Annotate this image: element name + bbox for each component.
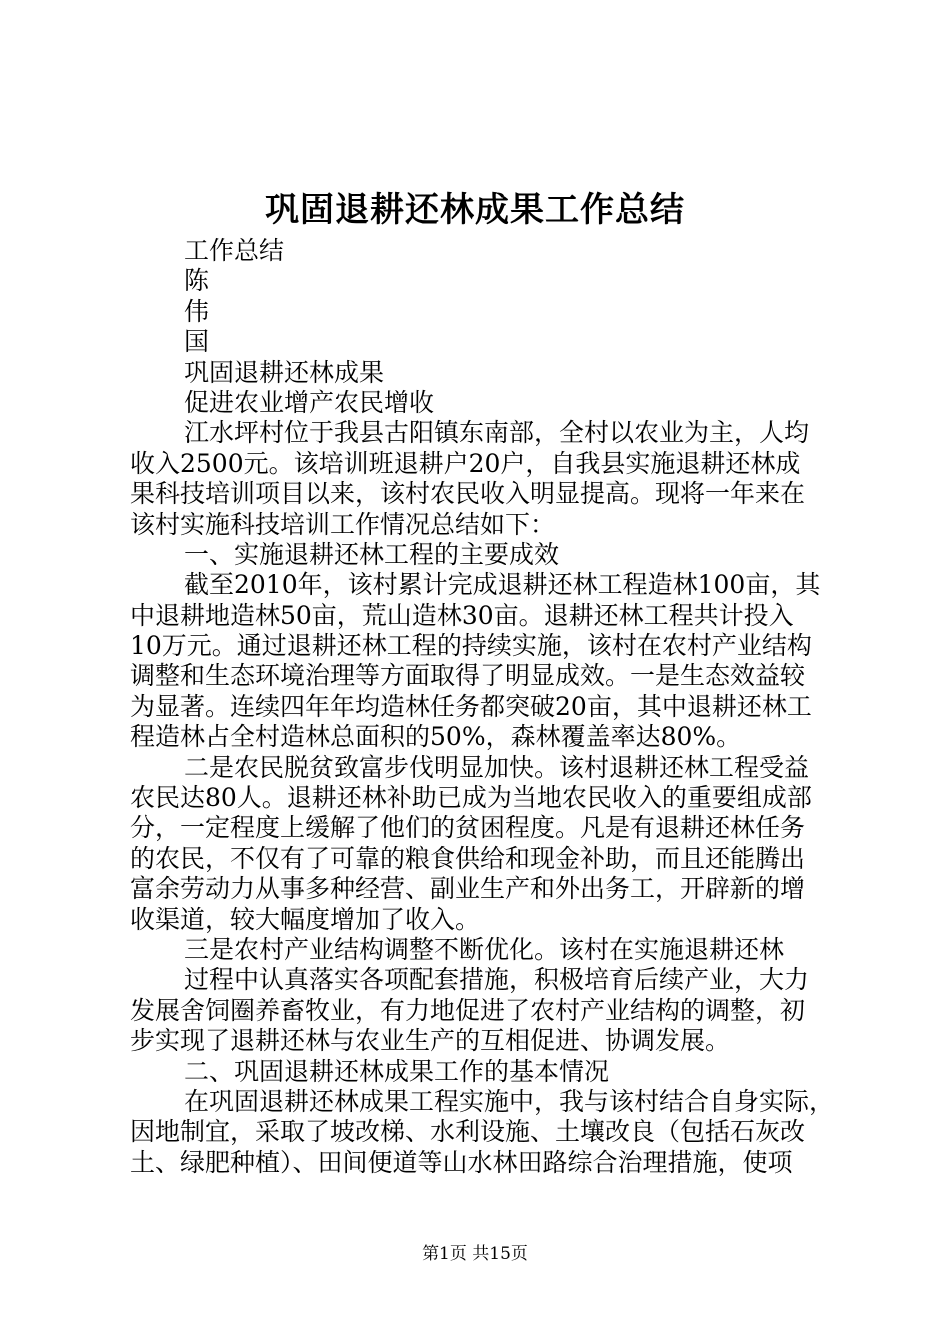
text-line: 一、实施退耕还林工程的主要成效 bbox=[184, 539, 560, 569]
text-line: 中退耕地造林50亩，荒山造林30亩。退耕还林工程共计投入 bbox=[130, 600, 794, 630]
text-line: 富余劳动力从事多种经营、副业生产和外出务工，开辟新的增 bbox=[130, 874, 806, 904]
text-line: 促进农业增产农民增收 bbox=[184, 387, 435, 417]
text-line: 因地制宜，采取了坡改梯、水利设施、土壤改良（包括石灰改 bbox=[130, 1117, 806, 1147]
text-line: 该村实施科技培训工作情况总结如下： bbox=[130, 509, 556, 539]
text-line: 收渠道，较大幅度增加了收入。 bbox=[130, 904, 481, 934]
text-line: 陈 bbox=[184, 266, 210, 296]
text-line: 二是农民脱贫致富步伐明显加快。该村退耕还林工程受益 bbox=[184, 752, 810, 782]
text-line: 土、绿肥种植）、田间便道等山水林田路综合治理措施，使项 bbox=[130, 1147, 793, 1177]
text-line: 截至2010年，该村累计完成退耕还林工程造林100亩，其 bbox=[184, 570, 821, 600]
text-line: 农民达80人。退耕还林补助已成为当地农民收入的重要组成部 bbox=[130, 783, 812, 813]
text-line: 过程中认真落实各项配套措施，积极培育后续产业，大力 bbox=[184, 965, 810, 995]
text-line: 分，一定程度上缓解了他们的贫困程度。凡是有退耕还林任务 bbox=[130, 813, 806, 843]
document-body bbox=[130, 236, 835, 1178]
text-line: 国 bbox=[184, 327, 210, 357]
text-line: 二、巩固退耕还林成果工作的基本情况 bbox=[184, 1056, 610, 1086]
text-line: 10万元。通过退耕还林工程的持续实施，该村在农村产业结构 bbox=[130, 631, 812, 661]
text-line: 收入2500元。该培训班退耕户20户，自我县实施退耕还林成 bbox=[130, 448, 801, 478]
text-line: 为显著。连续四年年均造林任务都突破20亩，其中退耕还林工 bbox=[130, 691, 812, 721]
text-line: 发展舍饲圈养畜牧业，有力地促进了农村产业结构的调整，初 bbox=[130, 995, 806, 1025]
text-line: 伟 bbox=[184, 296, 210, 326]
text-line: 程造林占全村造林总面积的50%，森林覆盖率达80%。 bbox=[130, 722, 742, 752]
text-line: 三是农村产业结构调整不断优化。该村在实施退耕还林 bbox=[184, 934, 785, 964]
text-line: 调整和生态环境治理等方面取得了明显成效。一是生态效益较 bbox=[130, 661, 806, 691]
page-footer: 第1页 共15页 bbox=[422, 1244, 528, 1264]
text-line: 工作总结 bbox=[184, 236, 285, 265]
text-line: 江水坪村位于我县古阳镇东南部，全村以农业为主，人均 bbox=[184, 418, 810, 448]
text-line: 果科技培训项目以来，该村农民收入明显提高。现将一年来在 bbox=[130, 479, 806, 509]
text-line: 步实现了退耕还林与农业生产的互相促进、协调发展。 bbox=[130, 1026, 731, 1056]
document-title: 巩固退耕还林成果工作总结 bbox=[265, 190, 685, 230]
text-line: 巩固退耕还林成果 bbox=[184, 357, 385, 387]
text-line: 的农民，不仅有了可靠的粮食供给和现金补助，而且还能腾出 bbox=[130, 843, 806, 873]
text-line: 在巩固退耕还林成果工程实施中，我与该村结合自身实际， bbox=[184, 1086, 835, 1116]
